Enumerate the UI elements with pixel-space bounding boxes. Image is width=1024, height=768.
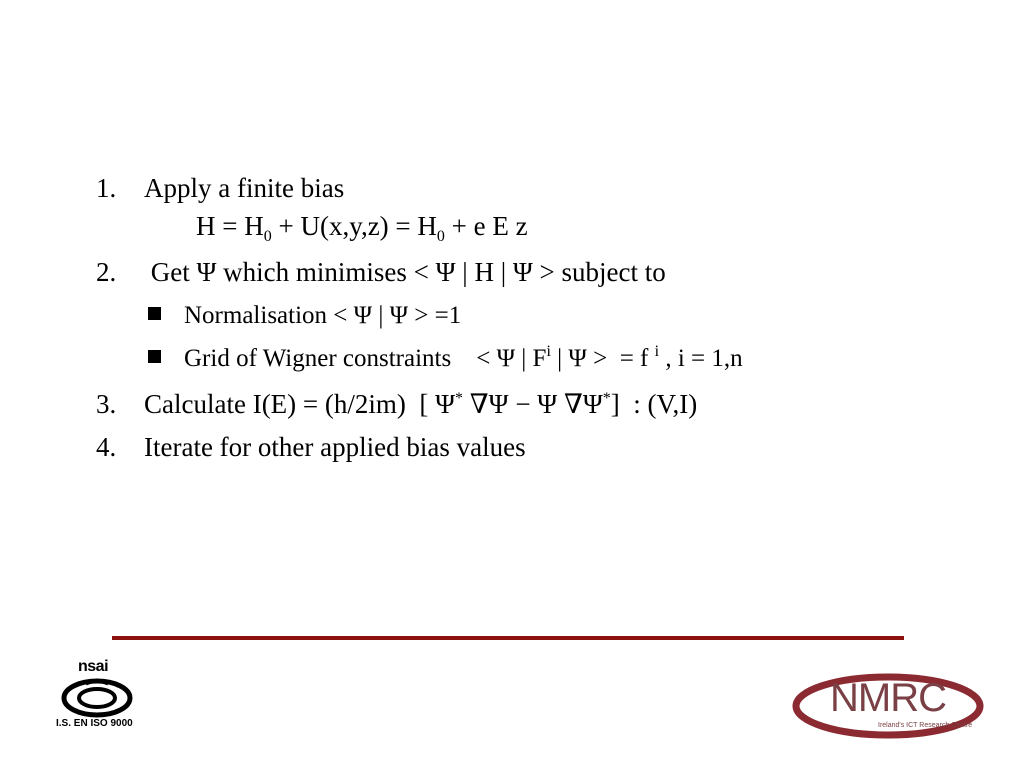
superscript: * [602, 390, 611, 407]
list-number: 4. [96, 432, 117, 462]
list-item-1 [96, 172, 344, 204]
formula-part: + e E z [444, 211, 528, 241]
list-item-text: ] : (V,I) [610, 389, 698, 419]
nmrc-logo-name: NMRC [830, 676, 946, 720]
sub-bullet-text: Grid of Wigner constraints < Ψ | F [184, 345, 547, 372]
list-item-3 [96, 388, 697, 420]
formula-subscript: 0 [436, 228, 445, 245]
superscript: * [455, 390, 464, 407]
list-item-text: Apply a finite bias [144, 173, 345, 203]
sub-bullet-wigner [184, 343, 743, 375]
sub-bullet-text: , i = 1,n [659, 345, 743, 372]
superscript: i [654, 343, 660, 360]
list-item-2 [96, 256, 666, 288]
list-item-4 [96, 431, 526, 463]
bias-formula [196, 211, 528, 245]
list-number: 2. [96, 257, 117, 287]
nmrc-logo [790, 672, 986, 744]
list-item-text: ∇Ψ − Ψ ∇Ψ [463, 389, 603, 419]
formula-part: H = H [196, 211, 264, 241]
list-item-text: Iterate for other applied bias values [144, 432, 526, 462]
sub-bullet-normalisation [184, 300, 461, 332]
nmrc-tagline: Ireland's ICT Research Centre [878, 722, 973, 729]
nsai-logo-name: nsai [78, 658, 109, 675]
square-bullet-icon [148, 307, 161, 320]
nsai-logo [56, 658, 140, 736]
list-number: 3. [96, 389, 117, 419]
sub-bullet-text: | Ψ > = f [550, 345, 655, 372]
iso-certification-label: I.S. EN ISO 9000 [56, 718, 133, 729]
formula-part: + U(x,y,z) = H [271, 211, 437, 241]
square-bullet-icon [148, 350, 161, 363]
eye-icon [60, 676, 134, 718]
list-number: 1. [96, 173, 117, 203]
list-item-text: Calculate I(E) = (h/2im) [ Ψ [144, 389, 456, 419]
sub-bullet-text: Normalisation < Ψ | Ψ > =1 [184, 302, 462, 329]
list-item-text: Get Ψ which minimises < Ψ | H | Ψ > subject to [144, 257, 666, 287]
divider-rule [112, 636, 904, 640]
superscript: i [546, 343, 551, 360]
formula-subscript: 0 [263, 228, 272, 245]
